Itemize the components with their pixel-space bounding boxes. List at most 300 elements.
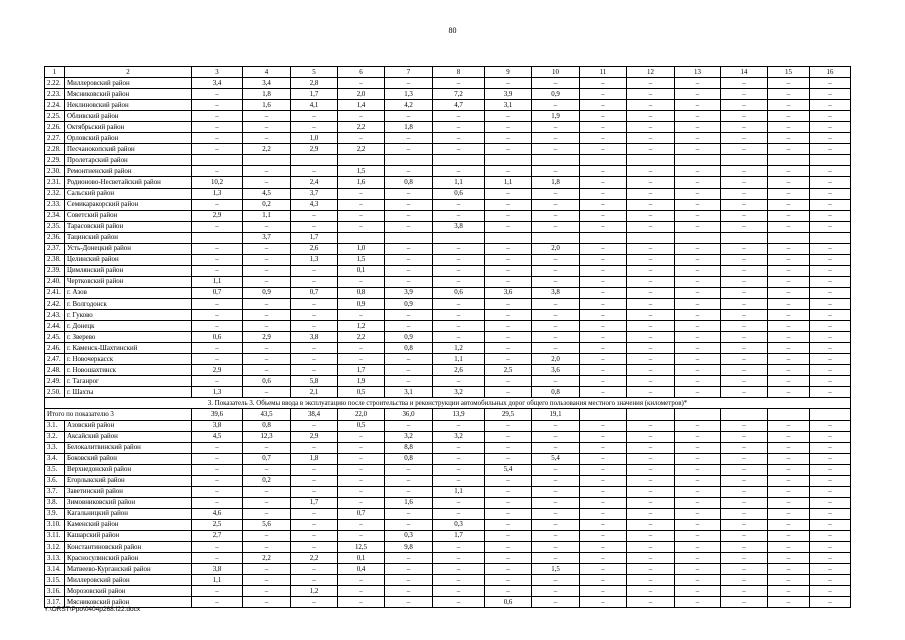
- cell: 2.48.: [45, 365, 65, 376]
- cell: 9: [485, 67, 532, 78]
- cell: –: [433, 78, 485, 89]
- cell: 3,8: [192, 564, 243, 575]
- cell: –: [338, 343, 385, 354]
- cell: –: [385, 199, 433, 210]
- cell: 2,6: [433, 365, 485, 376]
- cell: [721, 155, 768, 166]
- cell: 1,2: [433, 343, 485, 354]
- cell: –: [721, 586, 768, 597]
- cell: –: [243, 597, 291, 608]
- cell: 4: [243, 67, 291, 78]
- cell: 1,2: [291, 586, 338, 597]
- cell: Верхнедонской район: [65, 464, 192, 475]
- table-row: [45, 243, 851, 254]
- cell: –: [485, 243, 532, 254]
- cell: –: [580, 166, 627, 177]
- cell: 3,9: [485, 89, 532, 100]
- cell: –: [532, 199, 580, 210]
- cell: –: [291, 530, 338, 541]
- cell: 10,2: [192, 177, 243, 188]
- cell: –: [433, 210, 485, 221]
- cell: –: [627, 298, 675, 309]
- cell: –: [532, 586, 580, 597]
- cell: –: [580, 321, 627, 332]
- cell: –: [243, 321, 291, 332]
- cell: –: [627, 475, 675, 486]
- cell: –: [580, 453, 627, 464]
- cell: –: [580, 387, 627, 398]
- cell: –: [291, 475, 338, 486]
- cell: –: [810, 586, 851, 597]
- cell: –: [485, 376, 532, 387]
- cell: –: [810, 122, 851, 133]
- cell: –: [338, 354, 385, 365]
- cell: [810, 155, 851, 166]
- cell: –: [243, 243, 291, 254]
- table-row: [45, 464, 851, 475]
- cell: –: [338, 133, 385, 144]
- cell: –: [721, 332, 768, 343]
- table-row: [45, 453, 851, 464]
- cell: 1,3: [385, 89, 433, 100]
- cell: 1,4: [338, 100, 385, 111]
- cell: 2,2: [338, 144, 385, 155]
- cell: 2.45.: [45, 332, 65, 343]
- cell: –: [485, 497, 532, 508]
- cell: [810, 232, 851, 243]
- cell: –: [338, 78, 385, 89]
- cell: –: [532, 464, 580, 475]
- cell: –: [485, 442, 532, 453]
- cell: –: [433, 475, 485, 486]
- cell: –: [721, 575, 768, 586]
- cell: –: [768, 199, 810, 210]
- cell: –: [532, 575, 580, 586]
- cell: –: [580, 376, 627, 387]
- cell: 12,5: [338, 542, 385, 553]
- cell: –: [291, 354, 338, 365]
- cell: –: [721, 100, 768, 111]
- cell: 0,6: [485, 597, 532, 608]
- cell: –: [532, 553, 580, 564]
- cell: –: [810, 332, 851, 343]
- cell: –: [721, 111, 768, 122]
- cell: 4,3: [291, 199, 338, 210]
- cell: 1,8: [532, 177, 580, 188]
- cell: –: [675, 597, 721, 608]
- cell: 1,7: [433, 530, 485, 541]
- cell: 1,9: [532, 111, 580, 122]
- cell: –: [810, 89, 851, 100]
- cell: –: [627, 442, 675, 453]
- cell: 3: [192, 67, 243, 78]
- cell: –: [243, 542, 291, 553]
- cell: –: [243, 166, 291, 177]
- cell: –: [675, 144, 721, 155]
- cell: –: [291, 276, 338, 287]
- cell: –: [627, 265, 675, 276]
- cell: [768, 155, 810, 166]
- cell: 2.37.: [45, 243, 65, 254]
- cell: [721, 232, 768, 243]
- cell: –: [580, 332, 627, 343]
- cell: –: [485, 210, 532, 221]
- cell: 2,0: [338, 89, 385, 100]
- cell: 2,0: [532, 354, 580, 365]
- cell: –: [627, 276, 675, 287]
- table-row: [45, 122, 851, 133]
- cell: –: [338, 199, 385, 210]
- cell: –: [768, 332, 810, 343]
- cell: –: [385, 597, 433, 608]
- cell: 1,7: [291, 232, 338, 243]
- cell: [192, 155, 243, 166]
- cell: 2.41.: [45, 287, 65, 298]
- table-row: [45, 431, 851, 442]
- cell: –: [627, 575, 675, 586]
- cell: 2,9: [291, 431, 338, 442]
- cell: –: [433, 298, 485, 309]
- cell: –: [485, 553, 532, 564]
- table-row: [45, 287, 851, 298]
- cell: [433, 155, 485, 166]
- cell: –: [485, 332, 532, 343]
- cell: –: [721, 144, 768, 155]
- cell: –: [485, 78, 532, 89]
- cell: г. Волгодонск: [65, 298, 192, 309]
- cell: –: [675, 564, 721, 575]
- cell: –: [627, 188, 675, 199]
- cell: –: [338, 442, 385, 453]
- cell: –: [485, 586, 532, 597]
- cell: –: [675, 486, 721, 497]
- cell: –: [768, 464, 810, 475]
- cell: 2,2: [338, 332, 385, 343]
- cell: –: [192, 453, 243, 464]
- cell: –: [385, 475, 433, 486]
- cell: –: [580, 354, 627, 365]
- cell: –: [768, 210, 810, 221]
- cell: 3.13.: [45, 553, 65, 564]
- cell: Пролетарский район: [65, 155, 192, 166]
- cell: [433, 232, 485, 243]
- cell: –: [243, 530, 291, 541]
- cell: –: [192, 221, 243, 232]
- cell: –: [485, 486, 532, 497]
- cell: –: [192, 553, 243, 564]
- cell: Тарасовский район: [65, 221, 192, 232]
- table-row: [45, 586, 851, 597]
- cell: 1,6: [243, 100, 291, 111]
- cell: 0,5: [338, 387, 385, 398]
- cell: 1,6: [338, 177, 385, 188]
- section-title: 3. Показатель 3. Объемы ввода в эксплуатацию после строительства и реконструкции автомобильных дорог общего пользования местного значения (километров)*: [45, 398, 851, 409]
- cell: 3,8: [192, 420, 243, 431]
- cell: –: [675, 508, 721, 519]
- cell: [810, 409, 851, 420]
- cell: –: [580, 133, 627, 144]
- table-row: [45, 188, 851, 199]
- cell: –: [433, 111, 485, 122]
- cell: –: [433, 453, 485, 464]
- cell: –: [810, 166, 851, 177]
- cell: –: [291, 210, 338, 221]
- cell: 16: [810, 67, 851, 78]
- cell: –: [532, 188, 580, 199]
- table-row: [45, 89, 851, 100]
- cell: –: [433, 564, 485, 575]
- cell: –: [385, 144, 433, 155]
- cell: –: [627, 144, 675, 155]
- cell: –: [385, 310, 433, 321]
- cell: 3.16.: [45, 586, 65, 597]
- cell: –: [192, 475, 243, 486]
- cell: –: [243, 508, 291, 519]
- cell: 2.36.: [45, 232, 65, 243]
- table-row: [45, 575, 851, 586]
- cell: 3.10.: [45, 519, 65, 530]
- cell: –: [243, 442, 291, 453]
- cell: –: [485, 530, 532, 541]
- cell: –: [385, 321, 433, 332]
- cell: 2,0: [532, 243, 580, 254]
- cell: 4,5: [243, 188, 291, 199]
- cell: 3,9: [385, 287, 433, 298]
- cell: 3,4: [243, 78, 291, 89]
- cell: –: [192, 442, 243, 453]
- cell: –: [675, 276, 721, 287]
- cell: –: [721, 78, 768, 89]
- cell: –: [768, 486, 810, 497]
- cell: –: [721, 564, 768, 575]
- cell: [580, 409, 627, 420]
- cell: 3.8.: [45, 497, 65, 508]
- total-label: Итого по показателю 3: [45, 409, 192, 420]
- cell: 0,7: [291, 287, 338, 298]
- cell: –: [532, 221, 580, 232]
- cell: 5,4: [532, 453, 580, 464]
- cell: –: [291, 542, 338, 553]
- cell: –: [768, 442, 810, 453]
- table-row: [45, 133, 851, 144]
- cell: 0,8: [532, 387, 580, 398]
- cell: 43,5: [243, 409, 291, 420]
- cell: 5,8: [291, 376, 338, 387]
- cell: 0,2: [243, 475, 291, 486]
- cell: –: [768, 431, 810, 442]
- cell: –: [580, 475, 627, 486]
- cell: 2.25.: [45, 111, 65, 122]
- cell: –: [385, 586, 433, 597]
- cell: 3,4: [192, 78, 243, 89]
- cell: г. Новошахтинск: [65, 365, 192, 376]
- cell: г. Гуково: [65, 310, 192, 321]
- cell: –: [192, 133, 243, 144]
- cell: 5: [291, 67, 338, 78]
- cell: –: [243, 310, 291, 321]
- cell: –: [810, 475, 851, 486]
- cell: –: [385, 243, 433, 254]
- cell: –: [580, 276, 627, 287]
- cell: –: [768, 122, 810, 133]
- cell: –: [627, 542, 675, 553]
- cell: [675, 232, 721, 243]
- cell: –: [433, 310, 485, 321]
- cell: Красносулинский район: [65, 553, 192, 564]
- cell: 1,1: [433, 177, 485, 188]
- cell: –: [721, 276, 768, 287]
- cell: –: [768, 542, 810, 553]
- cell: –: [243, 265, 291, 276]
- cell: 3.14.: [45, 564, 65, 575]
- cell: –: [810, 199, 851, 210]
- cell: –: [627, 597, 675, 608]
- cell: –: [721, 365, 768, 376]
- cell: 2,4: [291, 177, 338, 188]
- cell: –: [338, 453, 385, 464]
- cell: 1,0: [338, 243, 385, 254]
- cell: –: [485, 387, 532, 398]
- cell: –: [291, 420, 338, 431]
- cell: –: [627, 133, 675, 144]
- cell: –: [721, 387, 768, 398]
- cell: –: [338, 586, 385, 597]
- cell: 3.4.: [45, 453, 65, 464]
- cell: –: [768, 376, 810, 387]
- cell: 2.35.: [45, 221, 65, 232]
- cell: 3.1.: [45, 420, 65, 431]
- cell: –: [532, 122, 580, 133]
- cell: –: [627, 199, 675, 210]
- cell: –: [768, 89, 810, 100]
- cell: –: [675, 111, 721, 122]
- cell: [721, 409, 768, 420]
- cell: 2: [65, 67, 192, 78]
- cell: –: [485, 298, 532, 309]
- table-row: [45, 332, 851, 343]
- cell: –: [580, 420, 627, 431]
- cell: 3,2: [433, 387, 485, 398]
- cell: –: [768, 188, 810, 199]
- cell: 3,8: [532, 287, 580, 298]
- cell: –: [675, 298, 721, 309]
- cell: –: [768, 298, 810, 309]
- cell: [385, 232, 433, 243]
- cell: –: [433, 508, 485, 519]
- cell: 3.12.: [45, 542, 65, 553]
- table-row: [45, 276, 851, 287]
- cell: –: [243, 575, 291, 586]
- cell: –: [385, 564, 433, 575]
- cell: –: [810, 254, 851, 265]
- cell: 3.3.: [45, 442, 65, 453]
- cell: –: [580, 265, 627, 276]
- cell: Миллеровский район: [65, 575, 192, 586]
- cell: –: [385, 420, 433, 431]
- cell: –: [485, 254, 532, 265]
- cell: –: [580, 221, 627, 232]
- cell: 1,0: [291, 133, 338, 144]
- cell: –: [385, 464, 433, 475]
- cell: –: [810, 265, 851, 276]
- cell: Неклиновский район: [65, 100, 192, 111]
- cell: 0,3: [385, 530, 433, 541]
- cell: –: [433, 464, 485, 475]
- cell: –: [433, 144, 485, 155]
- cell: –: [291, 597, 338, 608]
- cell: –: [580, 111, 627, 122]
- cell: –: [243, 564, 291, 575]
- cell: –: [627, 486, 675, 497]
- cell: 13,9: [433, 409, 485, 420]
- cell: –: [627, 343, 675, 354]
- cell: –: [768, 287, 810, 298]
- cell: 1,9: [338, 376, 385, 387]
- cell: –: [580, 243, 627, 254]
- cell: –: [810, 597, 851, 608]
- cell: Обливский район: [65, 111, 192, 122]
- cell: –: [338, 464, 385, 475]
- cell: –: [721, 265, 768, 276]
- cell: –: [291, 564, 338, 575]
- cell: –: [768, 343, 810, 354]
- cell: –: [433, 597, 485, 608]
- cell: –: [433, 243, 485, 254]
- cell: –: [675, 89, 721, 100]
- cell: –: [721, 166, 768, 177]
- cell: –: [721, 597, 768, 608]
- cell: 0,7: [243, 453, 291, 464]
- cell: Тацинский район: [65, 232, 192, 243]
- cell: 0,4: [338, 564, 385, 575]
- cell: –: [485, 111, 532, 122]
- cell: –: [291, 365, 338, 376]
- cell: –: [675, 321, 721, 332]
- cell: –: [291, 310, 338, 321]
- cell: 2.31.: [45, 177, 65, 188]
- cell: [675, 409, 721, 420]
- cell: –: [532, 276, 580, 287]
- cell: –: [768, 575, 810, 586]
- cell: 1,5: [338, 166, 385, 177]
- cell: –: [485, 508, 532, 519]
- cell: –: [768, 420, 810, 431]
- cell: –: [810, 530, 851, 541]
- cell: –: [532, 343, 580, 354]
- cell: 3,6: [532, 365, 580, 376]
- cell: –: [433, 442, 485, 453]
- cell: –: [532, 475, 580, 486]
- cell: 0,8: [385, 453, 433, 464]
- cell: –: [192, 166, 243, 177]
- cell: –: [721, 475, 768, 486]
- cell: [385, 155, 433, 166]
- cell: –: [532, 166, 580, 177]
- cell: 8: [433, 67, 485, 78]
- cell: –: [580, 586, 627, 597]
- cell: Каменский район: [65, 519, 192, 530]
- cell: –: [580, 100, 627, 111]
- table-row: [45, 144, 851, 155]
- cell: –: [675, 310, 721, 321]
- cell: –: [291, 122, 338, 133]
- cell: –: [291, 111, 338, 122]
- cell: [627, 155, 675, 166]
- cell: 3.6.: [45, 475, 65, 486]
- cell: [243, 155, 291, 166]
- cell: –: [627, 177, 675, 188]
- cell: 0,3: [433, 519, 485, 530]
